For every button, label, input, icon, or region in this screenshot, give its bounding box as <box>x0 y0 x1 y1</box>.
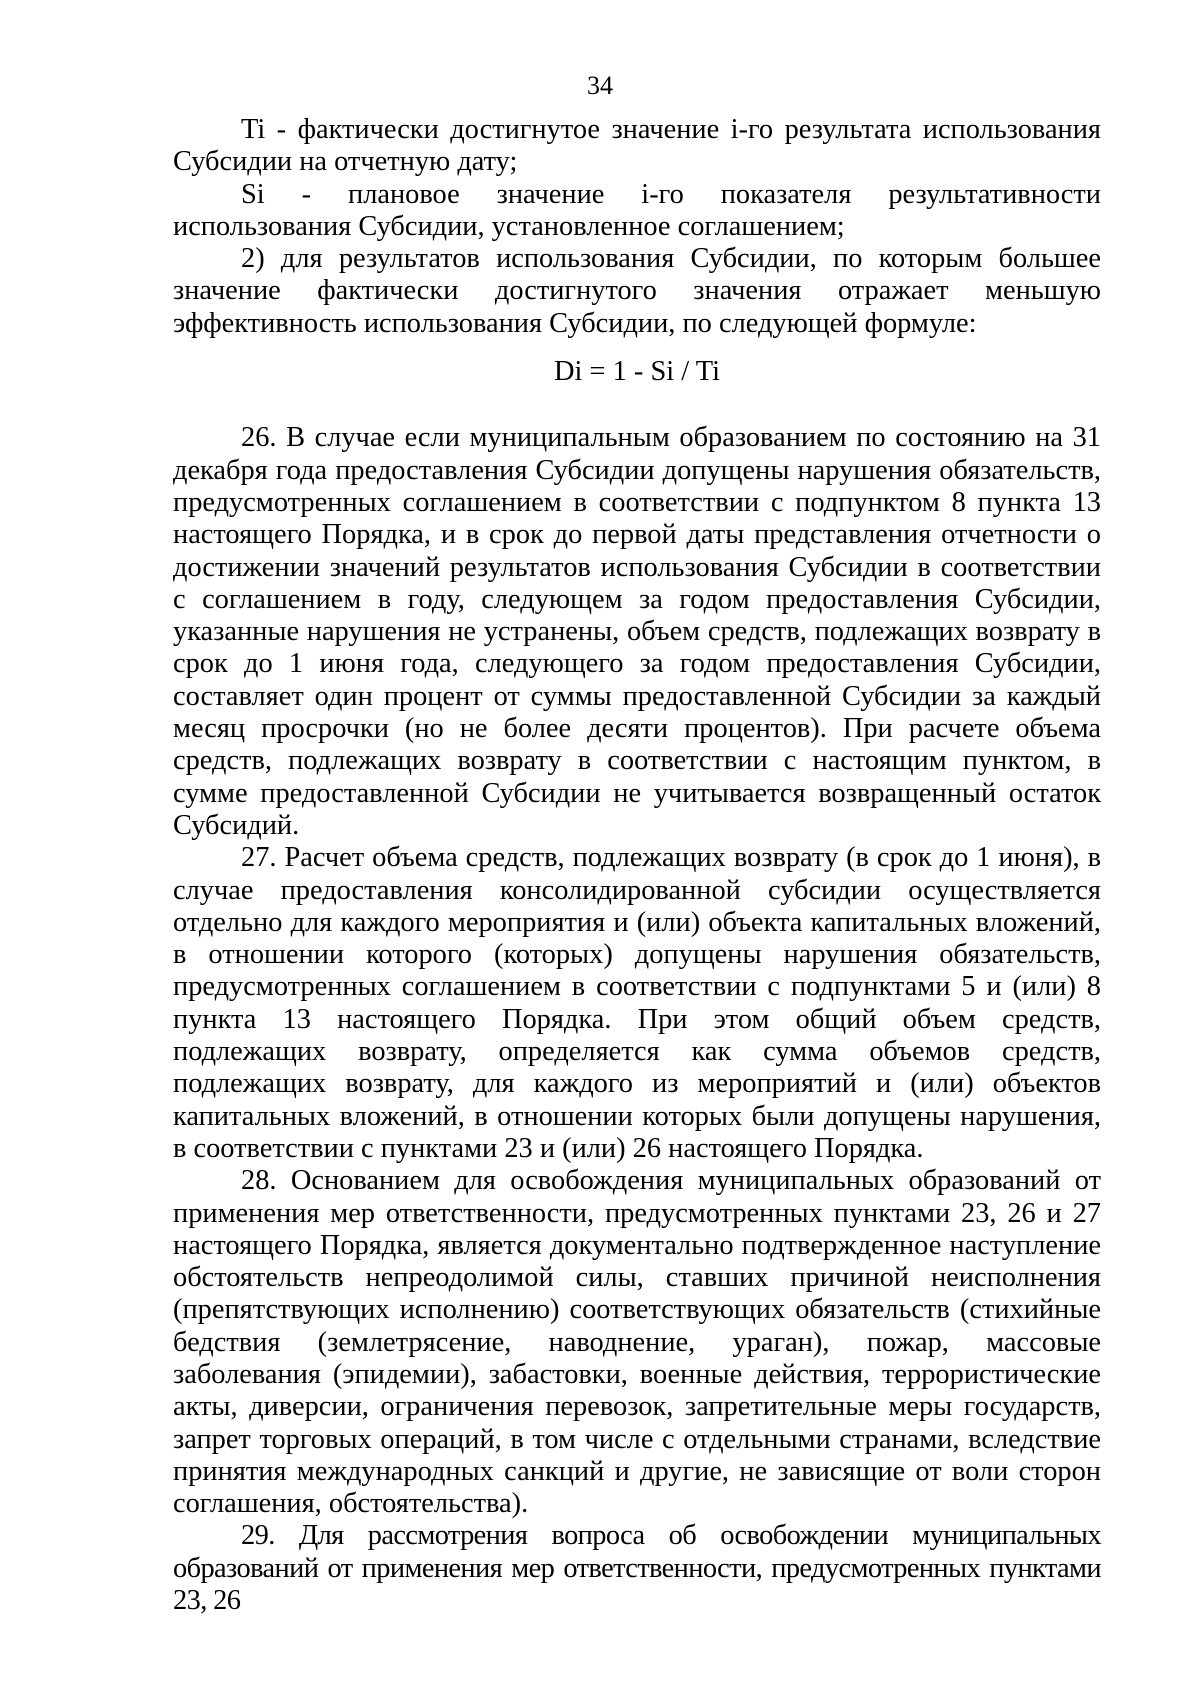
paragraph-27: 27. Расчет объема средств, подлежащих возврату (в срок до 1 июня), в случае предоставления консолидированной субсидии осуществляется отдельно для каждого мероприятия и (или) объекта капитальных вложений, в отношении которого (которых) допущены нарушения обязательств, предусмотренных соглашением в соответствии с подпунктами 5 и (или) 8 пункта 13 настоящего Порядка. При этом общий объем средств, подлежащих возврату, определяется как сумма объемов средств, подлежащих возврату, для каждого из мероприятий и (или) объектов капитальных вложений, в отношении которых были допущены нарушения, в соответствии с пунктами 23 и (или) 26 настоящего Порядка. <box>173 842 1101 1164</box>
paragraph-29: 29. Для рассмотрения вопроса об освобождении муниципальных образований от применения мер ответственности, предусмотренных пунктами 23, 26 <box>173 1520 1101 1617</box>
page-number: 34 <box>587 71 613 100</box>
document-body <box>173 114 1101 1617</box>
paragraph-item-2: 2) для результатов использования Субсидии, по которым большее значение фактически достигнутого значения отражает меньшую эффективность использования Субсидии, по следующей формуле: <box>173 243 1101 339</box>
paragraph-28: 28. Основанием для освобождения муниципальных образований от применения мер ответственности, предусмотренных пунктами 23, 26 и 27 настоящего Порядка, является документально подтвержденное наступление обстоятельств непреодолимой силы, ставших причиной неисполнения (препятствующих исполнению) соответствующих обязательств (стихийные бедствия (землетрясение, наводнение, ураган), пожар, массовые заболевания (эпидемии), забастовки, военные действия, террористические акты, диверсии, ограничения перевозок, запретительные меры государств, запрет торговых операций, в том числе с отдельными странами, вследствие принятия международных санкций и другие, не зависящие от воли сторон соглашения, обстоятельства). <box>173 1165 1101 1520</box>
paragraph-26: 26. В случае если муниципальным образованием по состоянию на 31 декабря года предоставления Субсидии допущены нарушения обязательств, предусмотренных соглашением в соответствии с подпунктом 8 пункта 13 настоящего Порядка, и в срок до первой даты представления отчетности о достижении значений результатов использования Субсидии в соответствии с соглашением в году, следующем за годом предоставления Субсидии, указанные нарушения не устранены, объем средств, подлежащих возврату в срок до 1 июня года, следующего за годом предоставления Субсидии, составляет один процент от суммы предоставленной Субсидии за каждый месяц просрочки (но не более десяти процентов). При расчете объема средств, подлежащих возврату в соответствии с настоящим пунктом, в сумме предоставленной Субсидии не учитывается возвращенный остаток Субсидий. <box>173 422 1101 841</box>
paragraph-si-definition: Si - плановое значение i-го показателя результативности использования Субсидии, установленное соглашением; <box>173 178 1101 242</box>
paragraph-ti-definition: Ti - фактически достигнутое значение i-го результата использования Субсидии на отчетную дату; <box>173 114 1101 178</box>
formula: Di = 1 - Si / Ti <box>554 356 720 388</box>
